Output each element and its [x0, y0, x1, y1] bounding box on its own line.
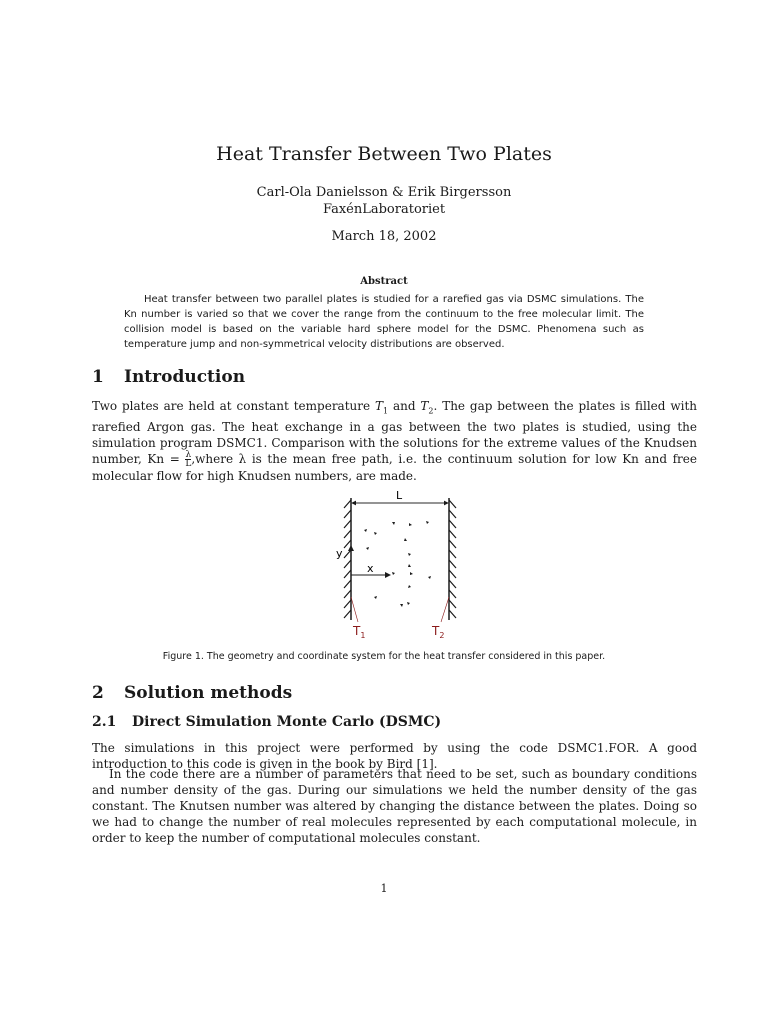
t1-symbol: T: [374, 399, 383, 413]
intro-paragraph: [92, 398, 697, 484]
section-title: Solution methods: [124, 683, 293, 703]
dsmc-paragraph-1: The simulations in this project were performed by using the code DSMC1.FOR. A good introduction to this code is given in the book by Bird [1].: [92, 741, 697, 771]
authors: Carl-Ola Danielsson & Erik Birgersson: [256, 185, 512, 200]
paper-title: Heat Transfer Between Two Plates: [216, 143, 552, 165]
t1-leader: [351, 597, 358, 622]
subsection-2-1-heading: [92, 714, 441, 730]
geometry-figure: [330, 484, 470, 644]
page-number: 1: [380, 882, 388, 895]
label-L: L: [396, 489, 403, 502]
intro-text-and: and: [388, 399, 421, 413]
t2-symbol: T: [420, 399, 429, 413]
section-1-heading: [92, 367, 245, 387]
fraction-denominator: L: [185, 459, 192, 470]
gas-molecules: [364, 521, 431, 607]
subsection-number: 2.1: [92, 714, 117, 730]
left-plate: [344, 498, 351, 620]
figure-caption: Figure 1. The geometry and coordinate system for the heat transfer considered in this paper.: [162, 651, 606, 662]
fraction-numerator: λ: [185, 450, 192, 461]
t2-subscript: 2: [428, 406, 434, 416]
author-block: [0, 184, 768, 218]
section-number: 1: [92, 367, 104, 387]
right-plate: [449, 498, 456, 620]
label-x: x: [367, 562, 374, 575]
label-y: y: [336, 547, 343, 560]
intro-text-a: Two plates are held at constant temperature: [92, 399, 375, 413]
section-number: 2: [92, 683, 104, 703]
label-T1: $T_1$: [353, 624, 366, 640]
section-2-heading: [92, 683, 292, 703]
label-T2: $T_2$: [432, 624, 445, 640]
abstract-heading: Abstract: [360, 276, 408, 287]
section-title: Introduction: [124, 367, 246, 387]
dsmc-paragraph-2: In the code there are a number of parameters that need to be set, such as boundary conditions and number density of the gas. During our simulations we held the number density of the gas constant. The Knutsen number was altered by changing the distance between the plates. Doing so we had to change the number of real molecules represented by each computational molecule, in order to keep the number of computational molecules constant.: [92, 767, 697, 845]
paper-date: March 18, 2002: [331, 229, 437, 244]
subsection-title: Direct Simulation Monte Carlo (DSMC): [132, 714, 442, 730]
intro-text-c: ,where λ is the mean free path, i.e. the continuum solution for low Kn and free molecular flow for high Knudsen numbers, are made.: [92, 452, 698, 484]
affiliation: FaxénLaboratoriet: [322, 202, 446, 217]
geometry-diagram: [330, 484, 470, 644]
abstract-text: Heat transfer between two parallel plates is studied for a rarefied gas via DSMC simulations. The Kn number is varied so that we cover the range from the continuum to the free molecular limit. The collision model is based on the variable hard sphere model for the DSMC. Phenomena such as temperature jump and non-symmetrical velocity distributions are observed.: [124, 294, 644, 350]
t2-leader: [441, 597, 449, 622]
intro-text-b: . The gap between the plates is filled with rarefied Argon gas. The heat exchange in a gas between the two plates is studied, using the simulation program DSMC1. Comparison with the solutions for the extreme values of the Knudsen number, Kn =: [92, 399, 697, 467]
t1-subscript: 1: [383, 406, 389, 416]
